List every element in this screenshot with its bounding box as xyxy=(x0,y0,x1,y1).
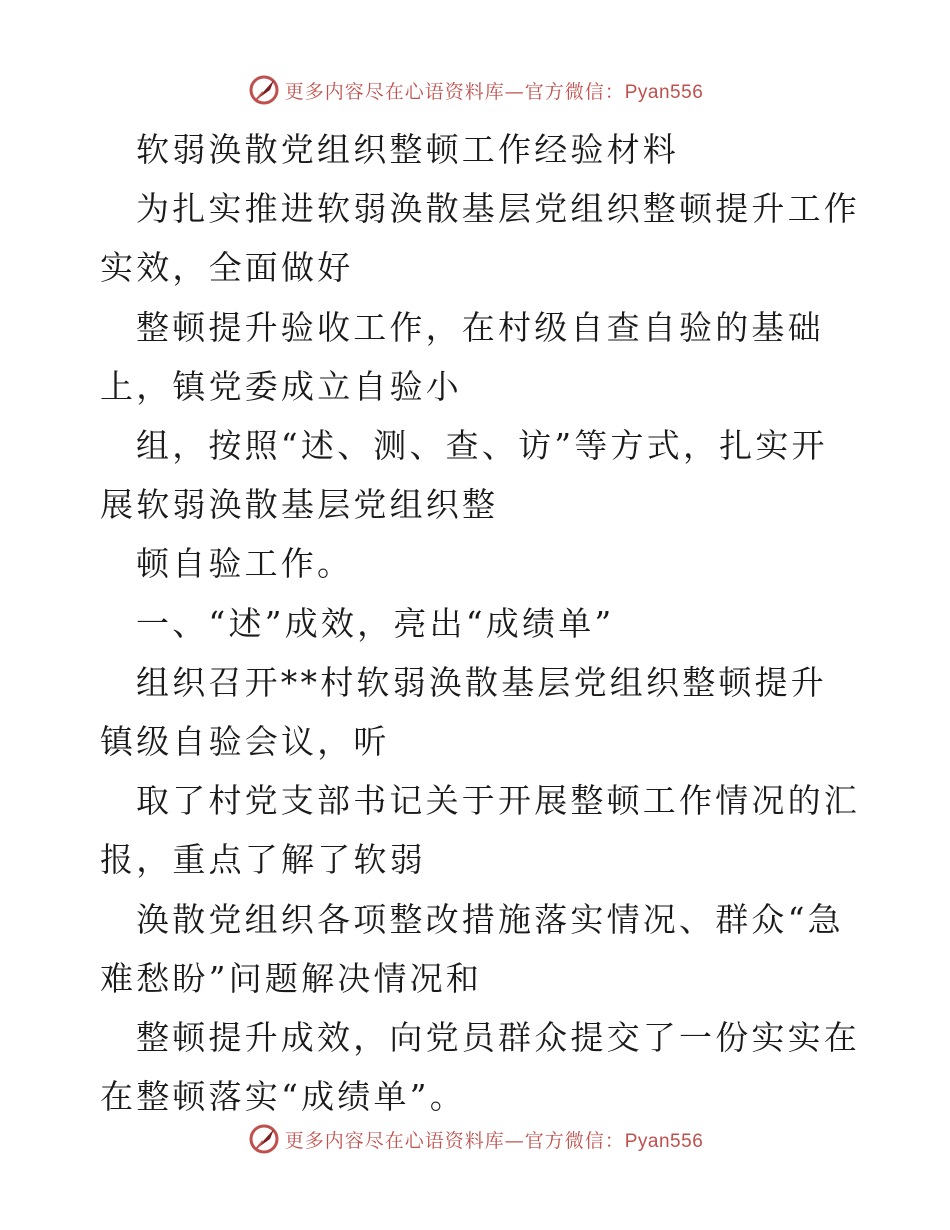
section-heading: 一、“述”成效，亮出“成绩单” xyxy=(136,603,615,643)
body-paragraph: 取了村党支部书记关于开展整顿工作情况的汇报，重点了解了软弱 xyxy=(100,781,860,880)
body-paragraph: 顿自验工作。 xyxy=(136,544,354,584)
footer-watermark-banner xyxy=(0,1119,950,1159)
header-watermark-banner xyxy=(0,70,950,110)
banner-text: 更多内容尽在心语资料库—官方微信：Pyan556 xyxy=(284,1129,704,1152)
body-paragraph: 组织召开**村软弱涣散基层党组织整顿提升镇级自验会议，听 xyxy=(100,662,827,762)
body-paragraph: 组，按照“述、测、查、访”等方式，扎实开展软弱涣散基层党组织整 xyxy=(100,426,828,525)
body-paragraph: 涣散党组织各项整改措施落实情况、群众“急难愁盼”问题解决情况和 xyxy=(100,899,844,998)
quill-logo-icon xyxy=(247,73,281,107)
document-body xyxy=(100,120,860,1126)
body-paragraph: 为扎实推进软弱涣散基层党组织整顿提升工作实效，全面做好 xyxy=(100,189,860,288)
banner-text: 更多内容尽在心语资料库—官方微信：Pyan556 xyxy=(284,80,704,103)
wechat-handle: Pyan556 xyxy=(624,1130,704,1152)
document-title: 软弱涣散党组织整顿工作经验材料 xyxy=(136,130,679,169)
quill-logo-icon xyxy=(247,1122,281,1156)
body-paragraph: 整顿提升验收工作，在村级自查自验的基础上，镇党委成立自验小 xyxy=(100,307,824,406)
body-paragraph: 整顿提升成效，向党员群众提交了一份实实在在整顿落实“成绩单”。 xyxy=(100,1018,860,1117)
wechat-handle: Pyan556 xyxy=(624,81,704,103)
